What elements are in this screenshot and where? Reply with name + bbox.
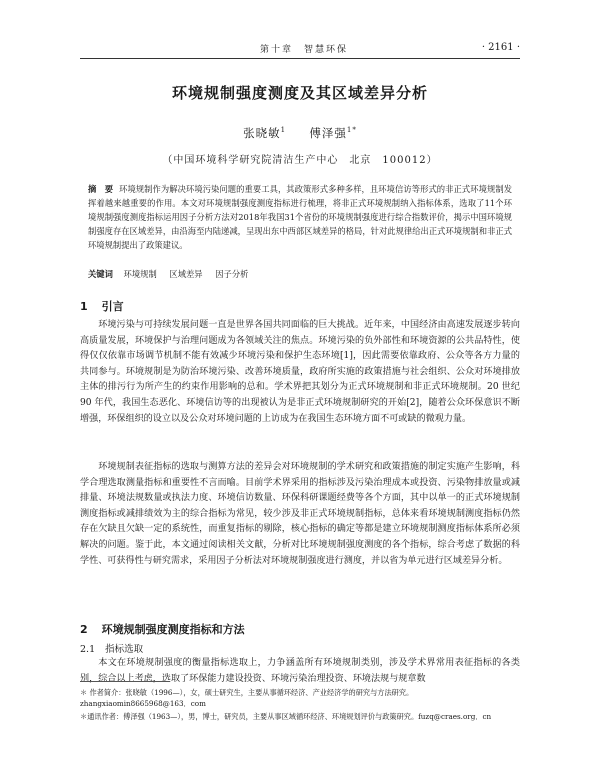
keyword: 因子分析 [215, 269, 249, 279]
section-heading-intro [80, 298, 124, 314]
author-name: 傅泽强 [309, 126, 347, 140]
author-name: 张晓敏 [243, 126, 281, 140]
abstract-text: 环境规制作为解决环境污染问题的重要工具，其政策形式多种多样，且环境信访等形式的非正式环境规制发挥着越来越重要的作用。本文对环境规制强度测度指标进行梳理，将非正式环境规制纳入指标体系，选取了11个环境规制强度测度指标运用因子分析方法对2018年我国31个省份的环境规制强度进行综合指数评价，揭示中国环境规制强度存在区域差异，由沿海至内陆递减，呈现出东中西部区域差异的格局，针对此规律给出正式环境规制和非正式环境规制提出了政策建议。 [88, 184, 512, 250]
paper-title: 环境规制强度测度及其区域差异分析 [171, 84, 428, 102]
author-line [80, 125, 520, 141]
section-number: 1 [80, 300, 88, 313]
affiliation: （中国环境科学研究院清洁生产中心 北京 100012） [162, 155, 438, 166]
section-heading-methods [80, 621, 245, 637]
page-number: · 2161 · [481, 42, 520, 53]
footnote-divider [80, 681, 170, 682]
footnote-corresponding-author: ＊通讯作者：傅泽强（1963—），男，博士，研究员，主要从事区域循环经济、环境规划评价与政策研究。fuzq@craes.org．cn [80, 712, 492, 721]
keywords [88, 268, 512, 280]
running-header [80, 42, 520, 59]
footnote-author-bio: ＊ 作者简介：张晓敏（1996—），女，硕士研究生，主要从事循环经济、产业经济学的研究与方法研究。zhangxiaomin8665968@163．com [80, 688, 414, 708]
author-marker: 1 [280, 126, 287, 135]
keyword: 环境规制 [123, 269, 157, 279]
body-paragraph: 环境污染与可持续发展问题一直是世界各国共同面临的巨大挑战。近年来，中国经济由高速发展逐步转向高质量发展，环境保护与治理问题成为各领域关注的焦点。环境污染的负外部性和环境资源的公共品特性，使得仅仅依靠市场调节机制不能有效减少环境污染和保护生态环境[1]，因此需要依靠政府、公众等各方力量的共同参与。环境规制是为防治环境污染、改善环境质量，政府所实施的政策措施与社会组织、公众对环境排放主体的排污行为所产生的约束作用影响的总和。学术界把其划分为正式环境规制和非正式环境规制。20 世纪 90 年代，我国生态恶化、环境信访等的出现被认为是非正式环境规制研究的开始[2]，随着公众环保意识不断增强，环保组织的设立以及公众对环境问题的上访成为在我国生态环境方面不可或缺的微观力量。 [80, 320, 520, 424]
section-number: 2 [80, 623, 88, 636]
abstract-label: 摘 要 [88, 184, 114, 194]
running-header-section: 第十章 智慧环保 [260, 45, 349, 55]
section-title: 引言 [101, 300, 124, 313]
subsection-number: 2.1 [80, 644, 96, 655]
keywords-label: 关键词 [88, 269, 113, 279]
section-title: 环境规制强度测度指标和方法 [101, 623, 245, 636]
body-paragraph: 环境规制表征指标的选取与测算方法的差异会对环境规制的学术研究和政策措施的制定实施产生影响，科学合理选取测量指标和重要性不言而喻。目前学术界采用的指标涉及污染治理成本或投资、污染物排放量或减排量、环境法规数量或执法力度、环境信访数量、环保科研课题经费等各个方面，其中以单一的正式环境规制测度指标或减排绩效为主的综合指标为常见，较少涉及非正式环境规制指标，总体来看环境规制测度指标仍然存在欠缺且欠缺一定的系统性，而重复指标的剔除，核心指标的确定等都是建立环境规制测度指标体系所必须解决的问题。鉴于此，本文通过阅读相关文献，分析对比环境规制强度测度的各个指标，综合考虑了数据的科学性、可获得性与研究需求，采用因子分析法对环境规制强度进行测度，并以省为单元进行区域差异分析。 [80, 462, 520, 566]
author-marker: 1* [346, 126, 357, 135]
keyword: 区域差异 [169, 269, 203, 279]
abstract [88, 182, 512, 252]
subsection-heading [80, 641, 143, 655]
subsection-title: 指标选取 [105, 644, 144, 655]
body-paragraph: 本文在环境规制强度的衡量指标选取上，力争涵盖所有环境规制类别，涉及学术界常用表征指标的各类别，综合以上考虑，选取了环保能力建设投资、环境污染治理投资、环境法规与规章数 [80, 658, 520, 684]
